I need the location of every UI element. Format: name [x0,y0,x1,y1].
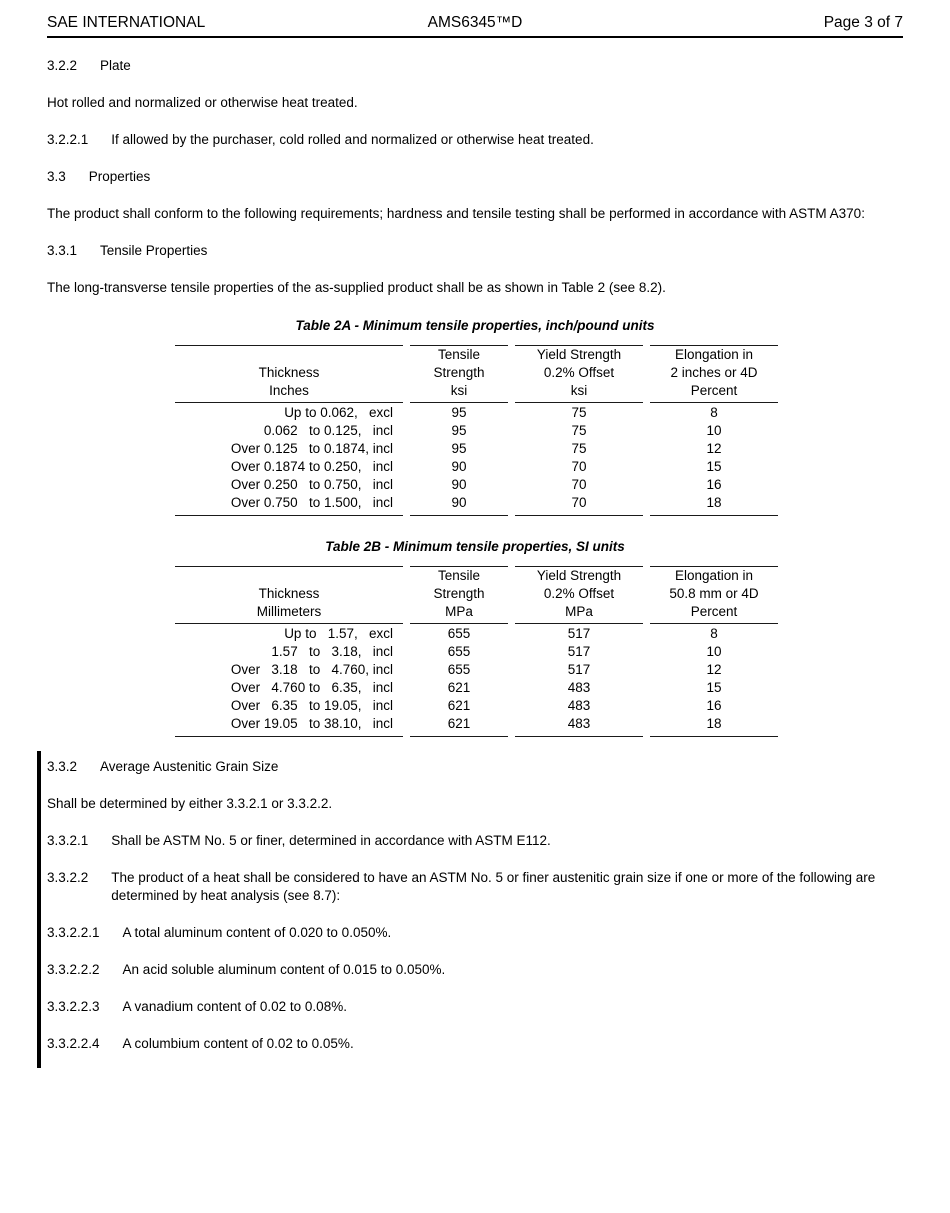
paragraph-hot-rolled: Hot rolled and normalized or otherwise heat treated. [47,95,358,110]
table-2a-col-yield [515,345,643,516]
column-header [650,567,778,624]
header-line: ksi [570,383,588,398]
table-cell: Up to 1.57, excl [284,626,393,641]
header-line: MPa [565,604,593,619]
header-line: Yield Strength [536,347,622,362]
section-3-3-2-2-4 [47,1035,903,1053]
section-text: Shall be ASTM No. 5 or finer, determined in accordance with ASTM E112. [111,833,551,848]
column-header [175,567,403,624]
section-number: 3.3.2.2.4 [47,1036,100,1051]
section-3-3-2-1 [47,832,903,850]
header-line: Elongation in [674,347,754,362]
table-cell: 483 [567,680,591,695]
table-cell: 483 [567,716,591,731]
table-2b [175,566,903,737]
table-cell: 95 [451,423,467,438]
table-cell: 15 [706,459,722,474]
header-line: Percent [690,604,738,619]
table-cell: 12 [706,441,722,456]
table-cell: 18 [706,495,722,510]
section-3-2-2-heading [47,57,903,75]
header-line: Percent [690,383,738,398]
table-cell: 15 [706,680,722,695]
page-number: Page 3 of 7 [823,14,903,31]
table-cell: 655 [447,662,471,677]
section-text: If allowed by the purchaser, cold rolled and normalized or otherwise heat treated. [111,132,594,147]
table-cell: 621 [447,698,471,713]
table-2b-col-thickness [175,566,403,737]
table-cell: 95 [451,441,467,456]
header-line: ksi [450,383,468,398]
table-2b-col-yield [515,566,643,737]
publisher-name: SAE INTERNATIONAL [47,14,206,31]
table-2b-col-elongation [650,566,778,737]
table-cell: 90 [451,495,467,510]
paragraph-conform: The product shall conform to the following requirements; hardness and tensile testing shall be performed in accordance with ASTM A370: [47,206,865,221]
table-cell: Over 6.35 to 19.05, incl [230,698,393,713]
section-text: A total aluminum content of 0.020 to 0.050%. [122,925,392,940]
table-cell: 75 [571,441,587,456]
section-3-3-2-block [47,758,903,1053]
page-header [47,14,903,38]
header-line: 50.8 mm or 4D [669,586,759,601]
section-3-3-2-2 [47,869,903,905]
column-header [515,567,643,624]
table-cell: Over 0.1874 to 0.250, incl [230,459,393,474]
section-3-3-2-2-2 [47,961,903,979]
table-cell: 16 [706,477,722,492]
table-cell: 8 [710,405,718,420]
table-cell: 18 [706,716,722,731]
table-cell: Over 0.125 to 0.1874, incl [230,441,393,456]
section-3-3-2-heading [47,758,903,776]
section-3-3-2-2-3 [47,998,903,1016]
table-cell: 10 [706,423,722,438]
column-header [175,346,403,403]
header-line: Tensile [437,347,481,362]
table-cell: 621 [447,716,471,731]
table-2a-col-tensile [410,345,508,516]
table-cell: 517 [567,644,591,659]
section-text: A columbium content of 0.02 to 0.05%. [122,1036,354,1051]
table-cell: Over 4.760 to 6.35, incl [230,680,393,695]
table-cell: 0.062 to 0.125, incl [263,423,393,438]
table-cell: Up to 0.062, excl [284,405,393,420]
table-cell: 10 [706,644,722,659]
table-cell: 75 [571,423,587,438]
column-header [650,346,778,403]
section-number: 3.3.1 [47,243,78,258]
section-number: 3.3.2.2.1 [47,925,100,940]
table-2a [175,345,903,516]
revision-change-bar [37,751,41,1068]
table-cell: Over 0.250 to 0.750, incl [230,477,393,492]
section-number: 3.3.2.2.2 [47,962,100,977]
column-header [515,346,643,403]
table-cell: 75 [571,405,587,420]
section-3-2-2-1 [47,131,903,149]
section-3-3-2-2-1 [47,924,903,942]
section-title: Plate [100,58,131,73]
header-line: Tensile [437,568,481,583]
table-cell: 70 [571,459,587,474]
section-number: 3.2.2.1 [47,132,89,147]
paragraph-long-transverse: The long-transverse tensile properties of the as-supplied product shall be as shown in Table 2 (see 8.2). [47,280,666,295]
table-cell: 70 [571,477,587,492]
header-line: Millimeters [256,604,322,619]
table-cell: Over 0.750 to 1.500, incl [230,495,393,510]
header-line: 0.2% Offset [543,365,615,380]
section-number: 3.3.2 [47,759,78,774]
table-cell: 1.57 to 3.18, incl [271,644,393,659]
table-cell: Over 3.18 to 4.760, incl [230,662,393,677]
header-line: Yield Strength [536,568,622,583]
section-number: 3.2.2 [47,58,78,73]
header-line: Thickness [258,586,320,601]
table-cell: 8 [710,626,718,641]
column-header [410,567,508,624]
section-text: A vanadium content of 0.02 to 0.08%. [122,999,347,1014]
table-cell: Over 19.05 to 38.10, incl [230,716,393,731]
section-title: Properties [88,169,151,184]
header-line: 2 inches or 4D [670,365,758,380]
table-cell: 655 [447,626,471,641]
table-cell: 483 [567,698,591,713]
table-cell: 90 [451,459,467,474]
table-2a-col-elongation [650,345,778,516]
table-2b-title: Table 2B - Minimum tensile properties, SI units [325,539,625,554]
table-cell: 655 [447,644,471,659]
section-3-3-heading [47,168,903,186]
table-cell: 95 [451,405,467,420]
header-line: Inches [269,383,309,398]
table-cell: 517 [567,662,591,677]
section-title: Average Austenitic Grain Size [100,759,279,774]
header-line: Strength [433,586,485,601]
table-cell: 90 [451,477,467,492]
section-number: 3.3.2.2.3 [47,999,100,1014]
section-number: 3.3.2.2 [47,870,89,885]
header-line: MPa [445,604,473,619]
table-cell: 517 [567,626,591,641]
header-line: Thickness [258,365,320,380]
document-number: AMS6345™D [427,14,523,31]
table-2a-title: Table 2A - Minimum tensile properties, inch/pound units [295,318,655,333]
column-header [410,346,508,403]
table-2b-col-tensile [410,566,508,737]
header-line: 0.2% Offset [543,586,615,601]
section-number: 3.3 [47,169,66,184]
table-cell: 70 [571,495,587,510]
section-number: 3.3.2.1 [47,833,89,848]
section-title: Tensile Properties [100,243,208,258]
table-cell: 12 [706,662,722,677]
header-line: Strength [433,365,485,380]
table-cell: 621 [447,680,471,695]
section-3-3-1-heading [47,242,903,260]
section-text: An acid soluble aluminum content of 0.015 to 0.050%. [122,962,446,977]
table-2a-col-thickness [175,345,403,516]
paragraph-grain-determined: Shall be determined by either 3.3.2.1 or 3.3.2.2. [47,796,333,811]
header-line: Elongation in [674,568,754,583]
table-cell: 16 [706,698,722,713]
section-text: The product of a heat shall be considered to have an ASTM No. 5 or finer austenitic grain size if one or more of the following are determined by heat analysis (see 8.7): [111,870,876,903]
